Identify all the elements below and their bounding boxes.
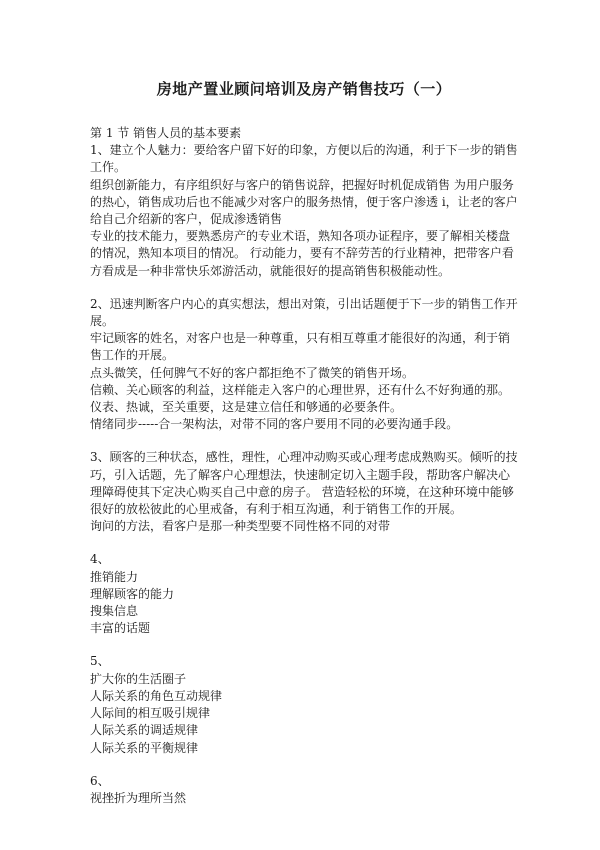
list-item: 人际关系的调适规律: [90, 723, 199, 738]
paragraph-1: [90, 142, 518, 280]
paragraph-line: 2、迅速判断客户内心的真实想法，想出对策，引出话题便于下一步的销售工作开展。: [90, 296, 518, 329]
paragraph-line: 1、建立个人魅力：要给客户留下好的印象，方便以后的沟通，利于下一步的销售工作。: [90, 143, 518, 175]
document-title: 房地产置业顾问培训及房产销售技巧（一）: [156, 80, 452, 98]
list-number: 6、: [90, 773, 110, 788]
paragraph-line: 情绪同步-----合一架构法，对带不同的客户要用不同的必要沟通手段。: [90, 417, 459, 432]
paragraph-line: 仪表、热诚，至关重要，这是建立信任和够通的必要条件。: [90, 400, 403, 415]
list-item: 视挫折为理所当然: [90, 790, 187, 805]
list-item: 丰富的话题: [90, 621, 151, 636]
list-item: 扩大你的生活圈子: [90, 671, 187, 686]
paragraph-line: 点头微笑，任何脾气不好的客户都拒绝不了微笑的销售开场。: [90, 365, 415, 380]
paragraph-line: 信赖、关心顾客的利益，这样能走入客户的心理世界，还有什么不好狗通的那。: [90, 382, 511, 397]
section-heading: 第 1 节 销售人员的基本要素: [90, 126, 242, 140]
paragraph-line: 3、顾客的三种状态，感性，理性，心理冲动购买或心理考虑成熟购买。倾听的技巧，引入话题，先了解客户心理想法，快速制定切入主题手段，帮助客户解决心理障碍使其下定决心购买自己中意的房子。 营造轻松的环境，在这种环境中能够很好的放松彼此的心里戒备，有利于相互沟通，利于销售工作的开展。: [90, 450, 518, 517]
list-item: 人际间的相互吸引规律: [90, 706, 211, 721]
paragraph-line: 专业的技术能力，要熟悉房产的专业术语，熟知各项办证程序，要了解相关楼盘的情况，熟知本项目的情况。 行动能力，要有不辞劳苦的行业精神，把带客户看方看成是一种非常快乐郊游活动，就能很好的提高销售积极能动性。: [90, 229, 514, 278]
list-item: 搜集信息: [90, 604, 139, 619]
paragraph-2: [90, 296, 518, 434]
paragraph-line: 组织创新能力，有序组织好与客户的销售说辞，把握好时机促成销售 为用户服务的热心，销售成功后也不能减少对客户的服务热情，便于客户渗透 i，让老的客户给自己介绍新的客户，促成渗透销售: [90, 177, 518, 227]
list-item: 人际关系的平衡规律: [90, 740, 199, 755]
paragraph-line: 牢记顾客的姓名，对客户也是一种尊重，只有相互尊重才能很好的沟通，利于销售工作的开展。: [90, 331, 511, 363]
paragraph-4: [90, 551, 518, 637]
list-item: 理解顾客的能力: [90, 586, 175, 601]
list-item: 推销能力: [90, 569, 139, 584]
list-item: 人际关系的角色互动规律: [90, 688, 223, 703]
list-number: 5、: [90, 654, 110, 669]
paragraph-3: [90, 449, 518, 535]
paragraph-6: [90, 773, 518, 807]
paragraph-line: 询问的方法，看客户是那一种类型要不同性格不同的对带: [90, 519, 391, 534]
list-number: 4、: [90, 552, 110, 567]
paragraph-5: [90, 653, 518, 756]
